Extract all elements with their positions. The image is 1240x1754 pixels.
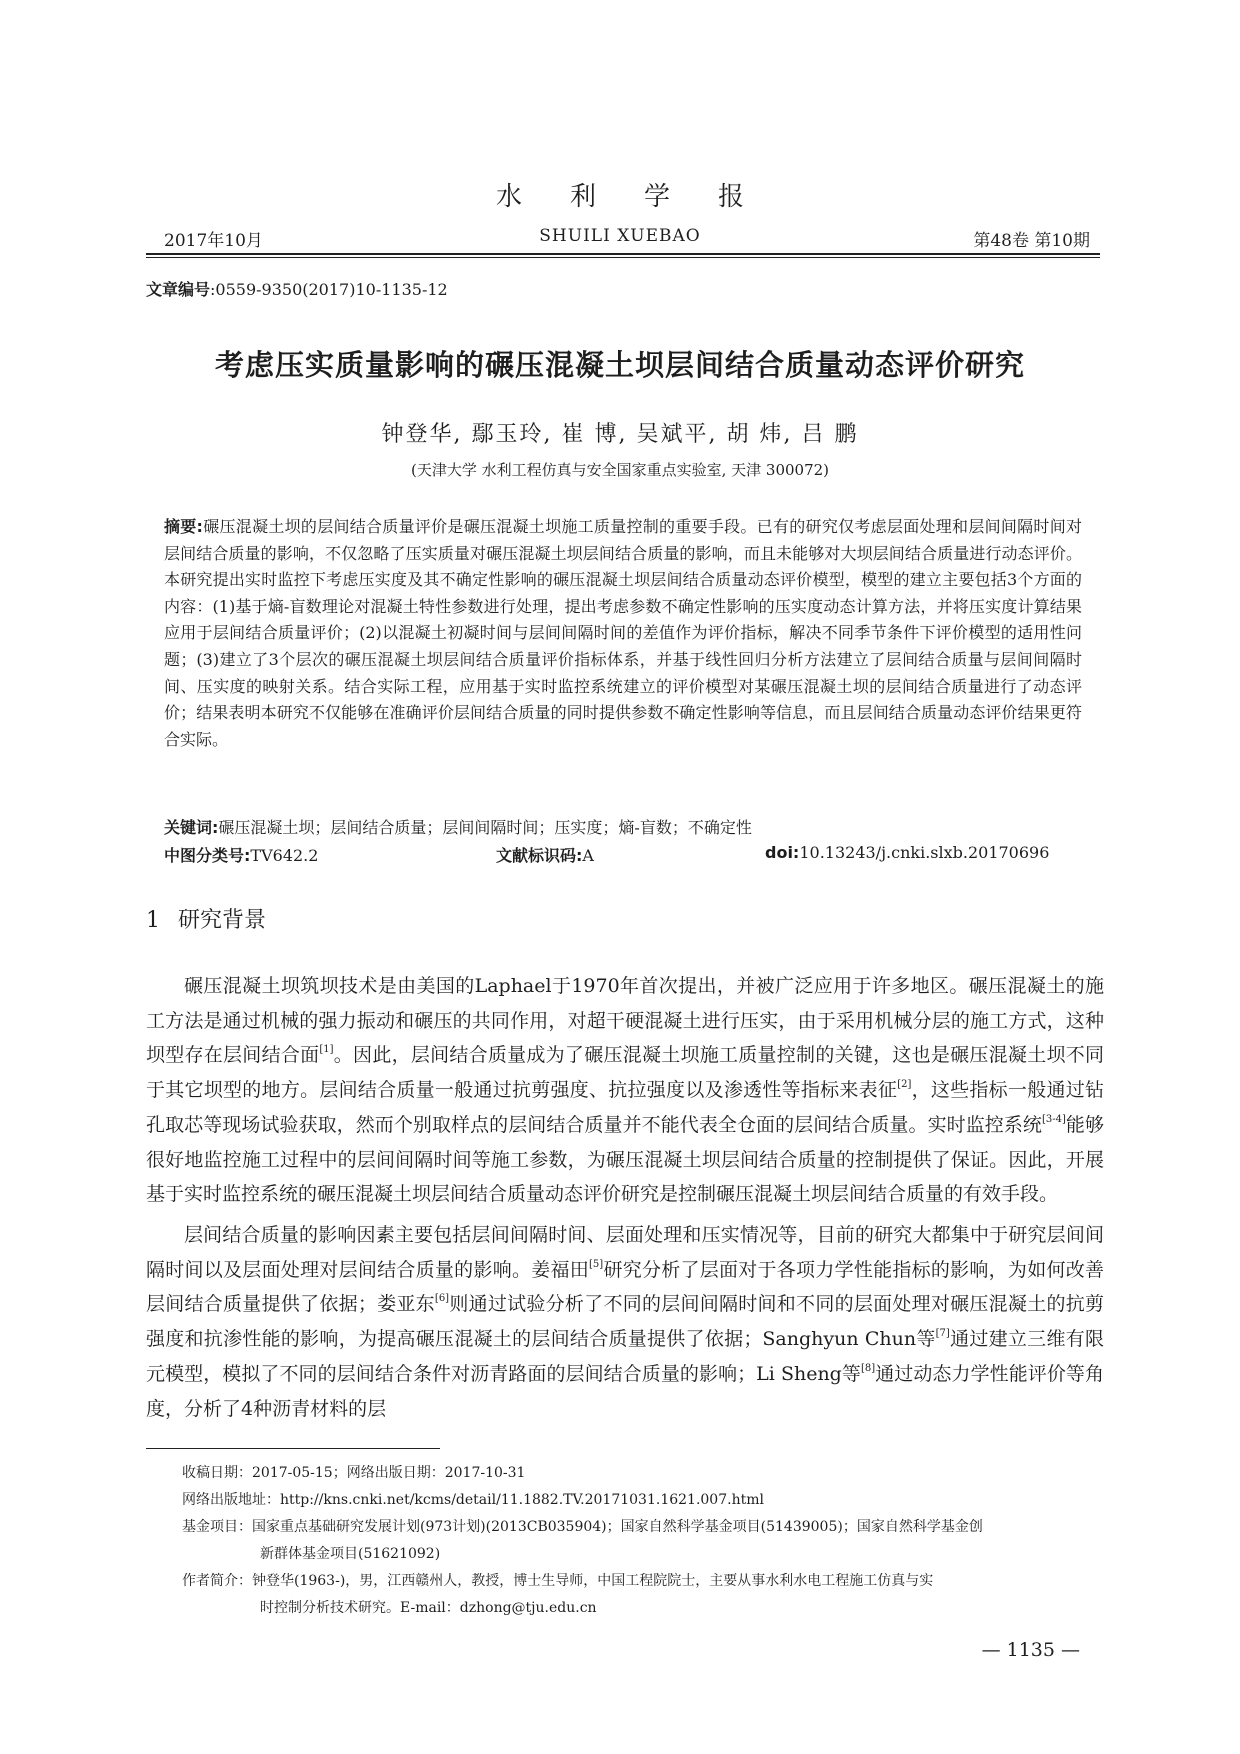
article-number-label: 文章编号 [146,280,211,299]
citation-ref: [5] [589,1258,604,1270]
body-paragraph-2 [146,1218,1104,1426]
footnote-fund [182,1514,1104,1568]
doi-value: 10.13243/j.cnki.slxb.20170696 [799,843,1050,862]
paragraph-text: 层间结合质量的影响因素主要包括层间间隔时间、层面处理和压实情况等，目前的研究大都集中于研究层间间隔时间以及层面处理对层间结合质量的影响。姜福田 [146,1224,1104,1281]
section-heading [146,903,266,934]
author-bio-line-2: 时控制分析技术研究。E-mail：dzhong@tju.edu.cn [260,1600,597,1616]
paragraph-text: 。因此，层间结合质量成为了碾压混凝土坝施工质量控制的关键，这也是碾压混凝土坝不同于其它坝型的地方。层间结合质量一般通过抗剪强度、抗拉强度以及渗透性等指标来表征 [146,1044,1104,1102]
section-number: 1 [146,908,160,933]
author-bio-line-1: 钟登华(1963-)，男，江西赣州人，教授，博士生导师，中国工程院院士，主要从事水利水电工程施工仿真与实 [252,1573,934,1589]
footnote-online-address: 网络出版地址：http://kns.cnki.net/kcms/detail/11.1882.TV.20171031.1621.007.html [182,1492,764,1508]
journal-name-english: SHUILI XUEBAO [539,226,701,246]
paragraph-text: 研究分析了层面对于各项力学性能指标的影响，为如何改善层间结合质量提供了依据；娄亚东 [146,1258,1104,1316]
paragraph-text: ，这些指标一般通过钻孔取芯等现场试验获取，然而个别取样点的层间结合质量并不能代表全仓面的层间结合质量。实时监控系统 [146,1079,1104,1136]
paragraph-text: 碾压混凝土坝筑坝技术是由美国的Laphael于1970年首次提出，并被广泛应用于许多地区。碾压混凝土的施工方法是通过机械的强力振动和碾压的共同作用，对超干硬混凝土进行压实，由于采用机械分层的施工方式，这种坝型存在层间结合面 [146,975,1104,1067]
keywords [164,815,1082,838]
clc-value: TV642.2 [250,846,319,865]
citation-ref: [6] [434,1293,450,1305]
fund-line-2: 新群体基金项目(51621092) [260,1546,441,1562]
paragraph-text: 能够很好地监控施工过程中的层间间隔时间等施工参数，为碾压混凝土坝层间结合质量的控制提供了保证。因此，开展基于实时监控系统的碾压混凝土坝层间结合质量动态评价研究是控制碾压混凝土坝层间结合质量的有效手段。 [146,1113,1104,1206]
doc-code-label: 文献标识码: [496,846,583,865]
body-paragraph-1 [146,969,1104,1212]
header-rule-thin [146,257,1100,258]
article-number-value: :0559-9350(2017)10-1135-12 [210,280,448,299]
citation-ref: [3-4] [1041,1113,1066,1125]
document-code [496,843,594,866]
paragraph-text: 通过建立三维有限元模型，模拟了不同的层间结合条件对沥青路面的层间结合质量的影响；Li Sheng等 [146,1328,1104,1385]
page-number: — 1135 — [981,1639,1080,1661]
keywords-label: 关键词: [164,818,219,837]
abstract [164,514,1082,753]
doi-label: doi: [765,843,800,862]
clc-number [164,843,318,866]
citation-ref: [8] [860,1362,876,1374]
doi [765,843,1049,862]
doc-code-value: A [582,846,594,865]
journal-name-chinese: 水利学报 [495,182,792,212]
author-list: 钟登华, 鄢玉玲, 崔 博, 吴斌平, 胡 炜, 吕 鹏 [381,422,859,447]
paragraph-text: 则通过试验分析了不同的层间间隔时间和不同的层面处理对碾压混凝土的抗剪强度和抗渗性能的影响，为提高碾压混凝土的层间结合质量提供了依据；Sanghyun Chun等 [146,1293,1104,1351]
paragraph-text: 通过动态力学性能评价等角度，分析了4种沥青材料的层 [146,1362,1104,1420]
volume-issue: 第48卷 第10期 [973,231,1090,251]
citation-ref: [2] [897,1079,912,1091]
footnote-rule [146,1448,440,1449]
abstract-text: 碾压混凝土坝的层间结合质量评价是碾压混凝土坝施工质量控制的重要手段。已有的研究仅考虑层面处理和层间间隔时间对层间结合质量的影响，不仅忽略了压实质量对碾压混凝土坝层间结合质量的影响，而且未能够对大坝层间结合质量进行动态评价。本研究提出实时监控下考虑压实度及其不确定性影响的碾压混凝土坝层间结合质量动态评价模型，模型的建立主要包括3个方面的内容：(1)基于熵-盲数理论对混凝土特性参数进行处理，提出考虑参数不确定性影响的压实度动态计算方法，并将压实度计算结果应用于层间结合质量评价；(2)以混凝土初凝时间与层间间隔时间的差值作为评价指标，解决不同季节条件下评价模型的适用性问题；(3)建立了3个层次的碾压混凝土坝层间结合质量评价指标体系，并基于线性回归分析方法建立了层间结合质量与层间间隔时间、压实度的映射关系。结合实际工程，应用基于实时监控系统建立的评价模型对某碾压混凝土坝的层间结合质量进行了动态评价；结果表明本研究不仅能够在准确评价层间结合质量的同时提供参数不确定性影响等信息，而且层间结合质量动态评价结果更符合实际。 [164,517,1082,749]
keywords-text: 碾压混凝土坝；层间结合质量；层间间隔时间；压实度；熵-盲数；不确定性 [218,818,752,837]
footnote-received: 收稿日期：2017-05-15；网络出版日期：2017-10-31 [182,1465,526,1481]
author-bio-label: 作者简介： [182,1573,252,1589]
header-rule-thick [146,253,1100,255]
section-title: 研究背景 [178,908,267,933]
abstract-label: 摘要: [164,517,203,536]
fund-label: 基金项目： [182,1519,252,1535]
footnote-author-bio [182,1568,1104,1622]
affiliation: (天津大学 水利工程仿真与安全国家重点实验室, 天津 300072) [410,461,830,479]
citation-ref: [1] [319,1044,334,1056]
clc-label: 中图分类号: [164,846,251,865]
paper-title: 考虑压实质量影响的碾压混凝土坝层间结合质量动态评价研究 [214,348,1025,382]
fund-line-1: 国家重点基础研究发展计划(973计划)(2013CB035904)；国家自然科学基金项目(51439005)；国家自然科学基金创 [252,1519,983,1535]
citation-ref: [7] [935,1328,950,1340]
article-number [146,277,448,300]
issue-date: 2017年10月 [164,231,263,251]
